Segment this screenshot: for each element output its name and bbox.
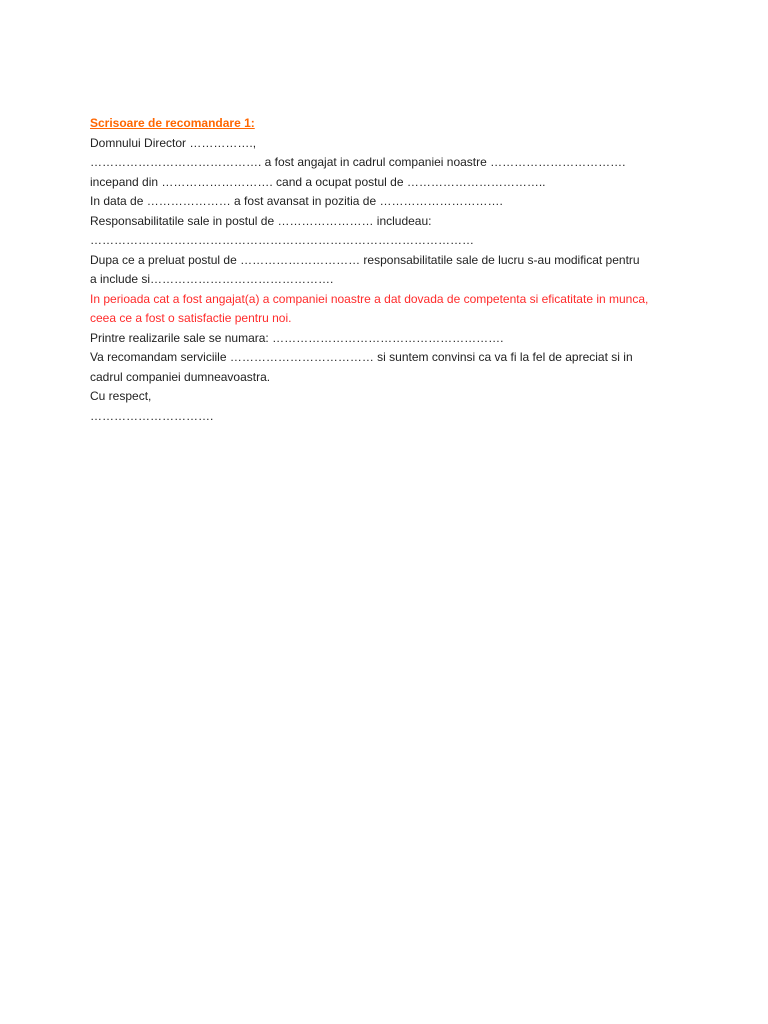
letter-line: Domnului Director ……………., bbox=[90, 135, 257, 150]
letter-line: a include si………………………………………. bbox=[90, 272, 334, 286]
signature-placeholder: …………………………. bbox=[90, 408, 214, 423]
letter-body bbox=[90, 114, 710, 426]
highlight-line: ceea ce a fost o satisfactie pentru noi. bbox=[90, 311, 292, 325]
closing-line: Printre realizarile sale se numara: …………………………………………………. bbox=[90, 330, 504, 345]
highlight-line: In perioada cat a fost angajat(a) a companiei noastre a dat dovada de competenta si eficatitate in munca, bbox=[90, 291, 649, 306]
letter-line: Dupa ce a preluat postul de ………………………… responsabilitatile sale de lucru s-au modificat pentru bbox=[90, 252, 640, 267]
closing-line: Va recomandam serviciile ……………………………… si suntem convinsi ca va fi la fel de apreciat si in bbox=[90, 350, 633, 364]
closing-line: cadrul companiei dumneavoastra. bbox=[90, 369, 271, 384]
signature-salutation: Cu respect, bbox=[90, 389, 152, 403]
letter-title: Scrisoare de recomandare 1: bbox=[90, 116, 255, 130]
letter-line: ……………………………………. a fost angajat in cadrul companiei noastre ……………………………. bbox=[90, 155, 626, 169]
letter-line: In data de ………………… a fost avansat in pozitia de …………………………. bbox=[90, 194, 503, 208]
letter-line: incepand din ………………………. cand a ocupat postul de …………………………….. bbox=[90, 174, 546, 189]
letter-line: …………………………………………………………………………………… bbox=[90, 233, 474, 247]
letter-line: Responsabilitatile sale in postul de …………………… includeau: bbox=[90, 213, 432, 228]
